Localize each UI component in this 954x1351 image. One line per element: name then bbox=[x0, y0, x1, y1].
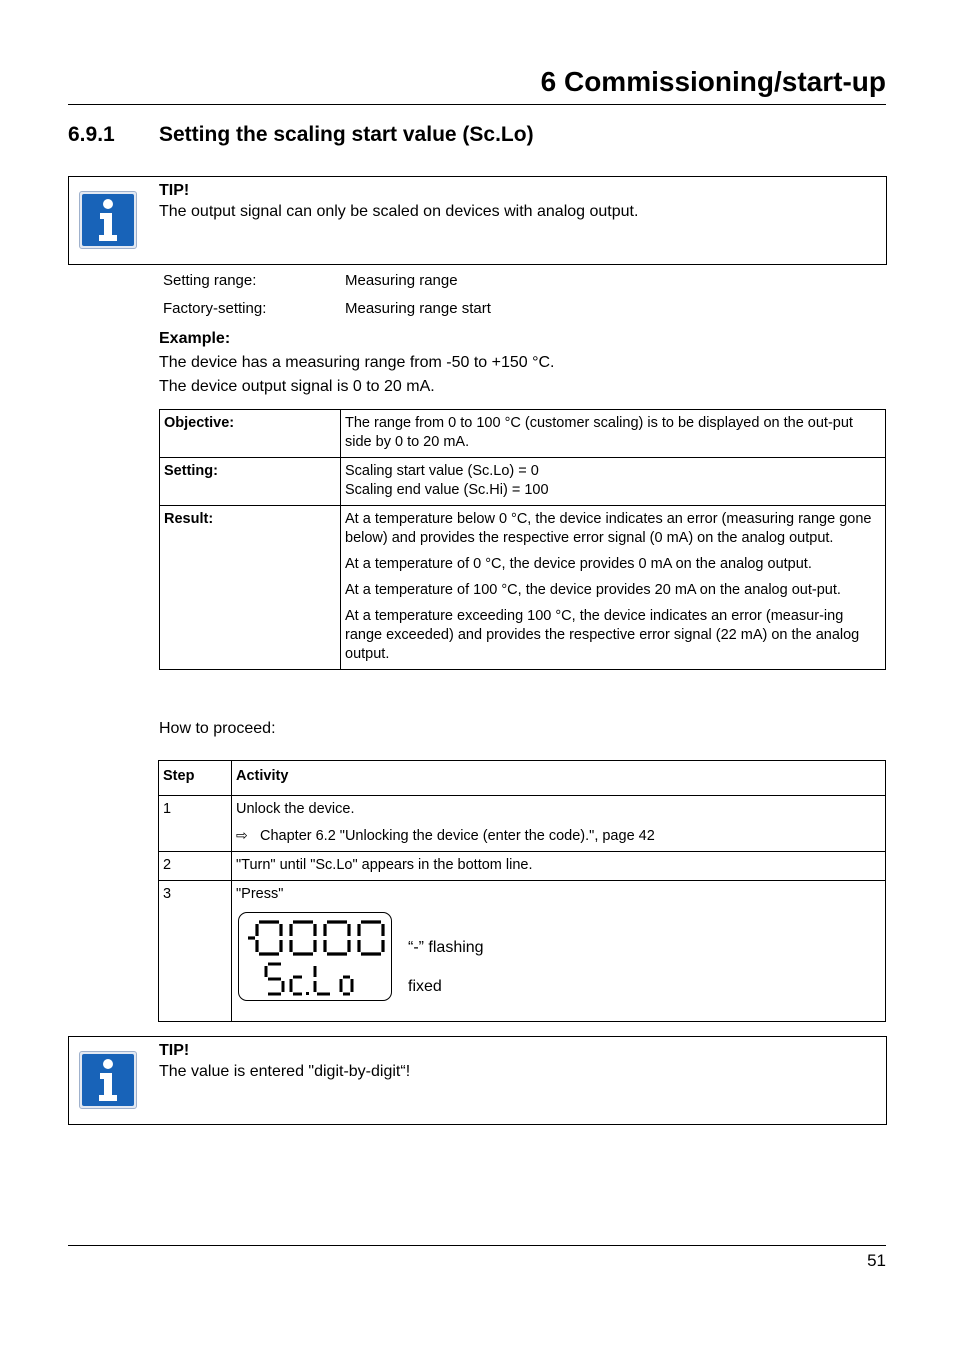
example-heading: Example: bbox=[159, 330, 231, 347]
result-paragraph: At a temperature below 0 °C, the device indicates an error (measuring range gone below) and provides the respective error signal (0 mA) on the analog output. bbox=[345, 511, 872, 546]
table-row bbox=[159, 796, 886, 852]
table-header-row bbox=[159, 761, 886, 796]
objective-label: Objective: bbox=[160, 410, 341, 458]
setting-range-label: Setting range: bbox=[163, 272, 257, 289]
lcd-display bbox=[238, 912, 392, 1001]
info-icon bbox=[79, 1051, 137, 1109]
step-number: 1 bbox=[159, 796, 232, 852]
chapter-reference[interactable] bbox=[236, 826, 881, 846]
setting-line-1: Scaling start value (Sc.Lo) = 0 bbox=[345, 463, 539, 479]
lcd-bottom-line bbox=[266, 964, 352, 995]
arrow-right-icon: ⇨ bbox=[236, 827, 248, 843]
factory-setting-value: Measuring range start bbox=[345, 300, 491, 317]
activity-text: "Turn" until "Sc.Lo" appears in the bottom line. bbox=[232, 852, 886, 881]
result-paragraph: At a temperature exceeding 100 °C, the device indicates an error (measur-ing range exceeded) and provides the respective error signal (22 mA) on the analog output. bbox=[345, 608, 860, 662]
tip-box bbox=[68, 176, 887, 265]
header-rule bbox=[68, 104, 886, 105]
col-step-header: Step bbox=[159, 761, 232, 796]
lcd-top-line bbox=[248, 922, 383, 954]
objective-text: The range from 0 to 100 °C (customer scaling) is to be displayed on the out-put side by 0 to 20 mA. bbox=[341, 410, 886, 458]
table-row bbox=[160, 410, 886, 458]
activity-text: "Press" bbox=[232, 881, 886, 1022]
result-paragraph: At a temperature of 0 °C, the device provides 0 mA on the analog output. bbox=[345, 556, 812, 572]
table-row bbox=[160, 458, 886, 506]
table-row bbox=[159, 852, 886, 881]
step-number: 2 bbox=[159, 852, 232, 881]
activity-text: Unlock the device. bbox=[236, 801, 355, 817]
info-icon bbox=[79, 191, 137, 249]
page-number: 51 bbox=[867, 1251, 886, 1270]
tip-text: The value is entered "digit-by-digit“! bbox=[159, 1063, 411, 1080]
how-to-proceed: How to proceed: bbox=[159, 720, 276, 737]
chapter-title: 6 Commissioning/start-up bbox=[540, 66, 886, 97]
example-line-2: The device output signal is 0 to 20 mA. bbox=[159, 378, 435, 395]
step-number: 3 bbox=[159, 881, 232, 1022]
col-activity-header: Activity bbox=[232, 761, 886, 796]
setting-values bbox=[341, 458, 886, 506]
setting-range-value: Measuring range bbox=[345, 272, 458, 289]
tip-box bbox=[68, 1036, 887, 1125]
result-text bbox=[341, 506, 886, 670]
section-number: 6.9.1 bbox=[68, 123, 115, 146]
setting-label: Setting: bbox=[160, 458, 341, 506]
section-title: Setting the scaling start value (Sc.Lo) bbox=[159, 123, 534, 146]
footer-rule bbox=[68, 1245, 886, 1246]
tip-label: TIP! bbox=[159, 182, 190, 199]
lcd-top-note: “-” flashing bbox=[408, 939, 484, 956]
tip-label: TIP! bbox=[159, 1042, 190, 1059]
result-paragraph: At a temperature of 100 °C, the device provides 20 mA on the analog out-put. bbox=[345, 582, 841, 598]
reference-link[interactable]: Chapter 6.2 "Unlocking the device (enter the code).", page 42 bbox=[260, 828, 655, 844]
table-row bbox=[160, 506, 886, 670]
example-table bbox=[159, 409, 886, 670]
result-label: Result: bbox=[160, 506, 341, 670]
step-activity bbox=[232, 796, 886, 852]
factory-setting-label: Factory-setting: bbox=[163, 300, 267, 317]
tip-text: The output signal can only be scaled on devices with analog output. bbox=[159, 203, 639, 220]
setting-line-2: Scaling end value (Sc.Hi) = 100 bbox=[345, 482, 549, 498]
example-line-1: The device has a measuring range from -50 to +150 °C. bbox=[159, 354, 555, 371]
lcd-bottom-note: fixed bbox=[408, 978, 442, 995]
